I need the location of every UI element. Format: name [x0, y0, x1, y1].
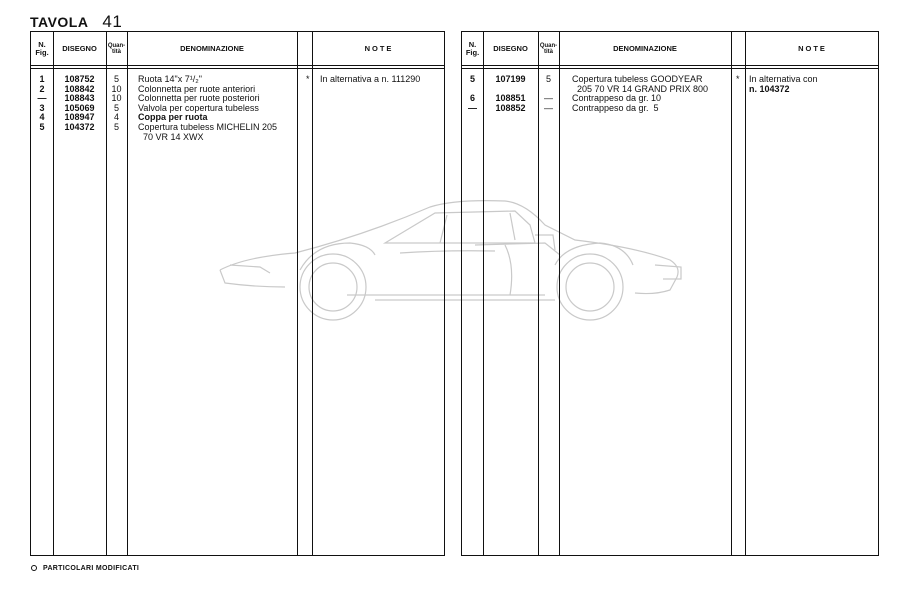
row-note: In alternativa a n. 111290 [320, 74, 421, 84]
header-note: NOTE [364, 43, 394, 53]
row-mark: * [306, 74, 310, 84]
row-qty: 4 [113, 112, 119, 123]
table-row [462, 104, 878, 114]
row-qty: 5 [113, 121, 119, 132]
tavola-number: 41 [102, 12, 123, 31]
row-desc: Copertura tubeless MICHELIN 205 [138, 121, 278, 132]
row-fig: — [37, 93, 47, 104]
row-fig: — [468, 102, 477, 113]
left-parts-table [30, 31, 445, 556]
row-fig: 4 [39, 112, 45, 123]
row-desc: Copertura tubeless GOODYEAR [572, 74, 703, 84]
right-parts-table [461, 31, 879, 556]
row-note: In alternativa con [749, 74, 818, 84]
row-qty: 10 [111, 83, 122, 94]
row-qty: 5 [113, 74, 119, 84]
table-row [31, 123, 444, 142]
row-desc-line2: 70 VR 14 XWX [143, 131, 204, 142]
header-fig: N. Fig. [465, 39, 480, 57]
row-desc: Coppa per ruota [138, 112, 208, 123]
table-row [462, 75, 878, 94]
header-quantita: Quan-tità [107, 42, 126, 55]
row-desc: Colonnetta per ruote anteriori [138, 83, 256, 94]
row-desc: Valvola per copertura tubeless [138, 102, 259, 113]
row-fig: 5 [469, 74, 475, 84]
row-desc: Contrappeso da gr. 5 [572, 102, 659, 113]
tavola-label: TAVOLA [30, 14, 88, 30]
row-desc-line2: 205 70 VR 14 GRAND PRIX 800 [577, 83, 709, 94]
row-qty: 5 [545, 74, 551, 84]
row-disegno: 108852 [495, 102, 526, 113]
row-fig: 3 [39, 102, 45, 113]
header-note: NOTE [798, 43, 827, 53]
footer-legend [31, 565, 139, 572]
row-disegno: 107199 [495, 74, 526, 84]
row-fig: 1 [39, 74, 45, 84]
row-disegno: 104372 [64, 121, 95, 132]
row-desc: Contrappeso da gr. 10 [572, 93, 662, 104]
row-desc: Ruota 14"x 7¹/₂" [138, 74, 202, 84]
row-disegno: 108947 [64, 112, 95, 123]
header-fig: N. Fig. [35, 39, 49, 57]
footer-text: PARTICOLARI MODIFICATI [43, 565, 140, 572]
circle-icon [31, 565, 37, 571]
row-fig: 5 [39, 121, 45, 132]
row-qty: 10 [111, 93, 122, 104]
header-disegno: DISEGNO [62, 43, 97, 53]
row-disegno: 108851 [495, 93, 526, 104]
row-fig: 6 [469, 93, 475, 104]
row-disegno: 108842 [64, 83, 95, 94]
row-disegno: 108843 [64, 93, 95, 104]
row-fig: 2 [39, 83, 45, 94]
row-qty: — [544, 93, 553, 104]
header-disegno: DISEGNO [493, 43, 528, 53]
header-denominazione: DENOMINAZIONE [180, 43, 244, 53]
row-mark: * [736, 74, 740, 84]
row-qty: 5 [113, 102, 119, 113]
header-quantita: Quan-tità [539, 42, 558, 55]
row-qty: — [544, 102, 553, 113]
row-desc: Colonnetta per ruote posteriori [138, 93, 260, 104]
row-note-line2: n. 104372 [749, 83, 790, 94]
page-title [30, 12, 122, 32]
row-disegno: 108752 [64, 74, 95, 84]
row-disegno: 105069 [64, 102, 95, 113]
header-denominazione: DENOMINAZIONE [613, 43, 677, 53]
